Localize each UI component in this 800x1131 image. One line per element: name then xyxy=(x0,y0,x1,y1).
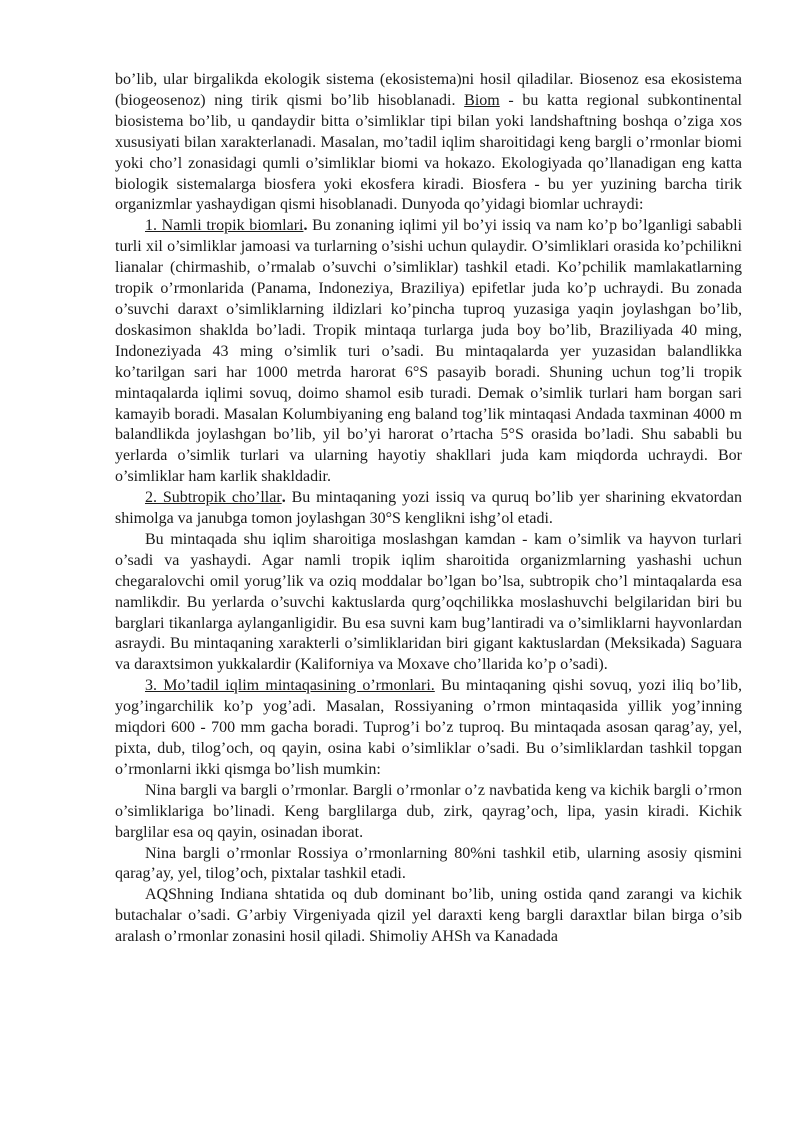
section-heading-temperate: 3. Mo’tadil iqlim mintaqasining o’rmonlari. xyxy=(145,677,435,695)
section-heading-tropical: 1. Namli tropik biomlari xyxy=(145,217,304,235)
term-biom: Biom xyxy=(464,91,500,109)
document-page xyxy=(115,70,742,948)
section-heading-subtropical: 2. Subtropik cho’llar xyxy=(145,489,282,507)
heading-dot: . xyxy=(281,489,286,507)
paragraph-ecosystem xyxy=(115,70,742,216)
paragraph-coniferous: Nina bargli o’rmonlar Rossiya o’rmonlarning 80%ni tashkil etib, ularning asosiy qismini qarag’ay, yel, tilog’och, pixtalar tashkil etadi. xyxy=(115,844,742,883)
paragraph-subtropical xyxy=(115,488,742,530)
heading-dot: . xyxy=(303,217,308,235)
paragraph-usa-forests: AQShning Indiana shtatida oq dub dominant bo’lib, uning ostida qand zarangi va kichik butachalar o’sadi. G’arbiy Virgeniyada qizil yel daraxti keng bargli daraxtlar bilan birga o’sib aralash o’rmonlar zonasini hosil qiladi. Shimoliy AHSh va Kanadada xyxy=(115,886,742,946)
text: - bu katta regional subkontinental biosistema bo’lib, u qandaydir bitta o’simliklar tipi bilan yoki landshaftning boshqa o’ziga xos xususiyati bilan xarakterlanadi. Masalan, mo’tadil iqlim sharoitidagi keng bargli o’rmonlar biomi yoki cho’l zonasidagi qumli o’simliklar biomi va hokazo. Ekologiyada qo’llanadigan eng katta biologik sistemalarga biosfera yoki ekosfera kiradi. Biosfera - bu yer yuzining barcha tirik organizmlar yashaydigan qismi hisoblanadi. Dunyoda qo’yidagi biomlar uchraydi: xyxy=(115,91,742,214)
text: Bu mintaqaning yozi issiq va quruq bo’lib yer sharining ekvatordan shimolga va janubga tomon joylashgan 30°S kenglikni ishg’ol etadi. xyxy=(115,489,742,528)
paragraph-tropical xyxy=(115,216,742,488)
text: bo’lib, ular birgalikda ekologik sistema (ekosistema)ni hosil qiladilar. Biosenoz esa ekosistema (biogeosenoz) ning tirik qismi bo’lib hisoblanadi. xyxy=(115,71,742,109)
paragraph-desert-plants: Bu mintaqada shu iqlim sharoitiga moslashgan kamdan - kam o’simlik va hayvon turlari o’sadi va yashaydi. Agar namli tropik iqlim sharoitida organizmlarning yashashi uchun chegaralovchi omil yorug’lik va oziq moddalar bo’lgan bo’lsa, subtropik cho’l mintaqalarda esa namlikdir. Bu yerlarda o’suvchi kaktuslarda qurg’oqchilikka moslashuvchi belgilaridan biri bu barglari tikanlarga aylanganligidir. Bu esa suvni kam bug’lantiradi va o’simliklarni hayvonlardan asraydi. Bu mintaqaning xarakterli o’simliklaridan biri gigant kaktuslardan (Meksikada) Saguara va daraxtsimon yukkalardir (Kaliforniya va Moxave cho’llarida ko’p o’sadi). xyxy=(115,530,742,674)
paragraph-temperate xyxy=(115,676,742,781)
text: Bu mintaqaning qishi sovuq, yozi iliq bo’lib, yog’ingarchilik ko’p yog’adi. Masalan, Rossiyaning o’rmon mintaqasida yillik yog’inning miqdori 600 - 700 mm gacha boradi. Tuprog’i bo’z tuproq. Bu mintaqada asosan qarag’ay, yel, pixta, dub, tilog’och, oq qayin, osina kabi o’simliklar o’sadi. Bu o’simliklardan tashkil topgan o’rmonlarni ikki qismga bo’lish mumkin: xyxy=(115,677,743,778)
text: Bu zonaning iqlimi yil bo’yi issiq va nam ko’p bo’lganligi sababli turli xil o’simliklar jamoasi va turlarning o’sishi uchun qulaydir. O’simliklari orasida ko’pchilikni lianalar (chirmashib, o’rmalab o’suvchi o’simliklar) tashkil etadi. Ko’pchilik mamlakatlarning tropik o’rmonlarida (Panama, Indoneziya, Braziliya) epifetlar juda ko’p uchraydi. Bu zonada o’suvchi daraxt o’simliklarning ildizlari ko’pincha tuproq yuzasiga yaqin joylashgan bo’lib, doskasimon shaklda bo’ladi. Tropik mintaqa turlarga juda boy bo’lib, Braziliyada 40 ming, Indoneziyada 43 ming o’simlik turi o’sadi. Bu mintaqalarda yer yuzasidan balandlikka ko’tarilgan sari har 1000 metrda harorat 6°S pasayib boradi. Shuning uchun tog’li tropik mintaqalarda iqlimi sovuq, doimo shamol esib turadi. Demak o’simlik turlari ham borgan sari kamayib boradi. Masalan Kolumbiyaning eng baland tog’lik mintaqasi Andada taxminan 4000 m balandlikda joylashgan bo’lib, yil bo’yi harorat o’rtacha 5°S orasida bo’ladi. Shu sababli bu yerlarda o’simlik turlari va ularning hayotiy shakllari juda kam miqdorda uchraydi. Bor o’simliklar ham karlik shakldadir. xyxy=(115,217,743,486)
paragraph-forest-types: Nina bargli va bargli o’rmonlar. Bargli o’rmonlar o’z navbatida keng va kichik bargli o’rmon o’simliklariga bo’linadi. Keng barglilarga dub, zirk, qayrag’och, lipa, yasin kiradi. Kichik barglilar esa oq qayin, osinadan iborat. xyxy=(115,781,742,841)
